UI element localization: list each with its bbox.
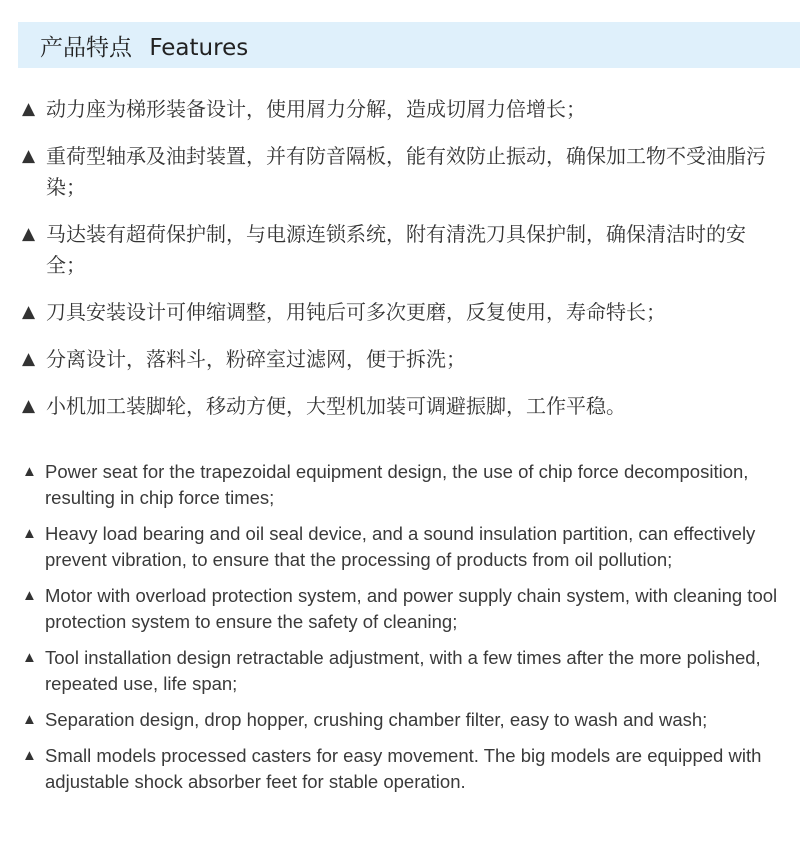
triangle-up-icon: ▲	[22, 146, 36, 166]
list-item: ▲ 分离设计，落料斗，粉碎室过滤网，便于拆洗；	[22, 344, 782, 375]
triangle-up-icon: ▲	[22, 711, 37, 728]
page-title	[40, 29, 248, 62]
triangle-up-icon: ▲	[22, 396, 36, 416]
triangle-up-icon: ▲	[22, 649, 37, 666]
triangle-up-icon: ▲	[22, 463, 37, 480]
title-chinese: 产品特点	[40, 34, 132, 61]
list-item: ▲ Tool installation design retractable adjustment, with a few times after the more polished, repeated use, life span;	[22, 647, 761, 694]
features-list-english	[22, 459, 792, 805]
list-item: ▲ 马达装有超荷保护制，与电源连锁系统，附有清洗刀具保护制，确保清洁时的安全；	[22, 219, 782, 281]
triangle-up-icon: ▲	[22, 349, 36, 369]
list-item: ▲ Power seat for the trapezoidal equipment design, the use of chip force decomposition, resulting in chip force times;	[22, 461, 749, 508]
triangle-up-icon: ▲	[22, 747, 37, 764]
triangle-up-icon: ▲	[22, 525, 37, 542]
features-header	[18, 22, 800, 68]
list-item: ▲ Heavy load bearing and oil seal device, and a sound insulation partition, can effectively prevent vibration, to ensure that the processing of products from oil pollution;	[22, 523, 756, 570]
list-item: ▲ Motor with overload protection system, and power supply chain system, with cleaning tool protection system to ensure the safety of cleaning;	[22, 585, 778, 632]
list-item: ▲ 小机加工装脚轮，移动方便，大型机加装可调避振脚，工作平稳。	[22, 391, 782, 422]
features-list-chinese	[22, 94, 782, 438]
triangle-up-icon: ▲	[22, 99, 36, 119]
list-item: ▲ 动力座为梯形装备设计，使用屑力分解，造成切屑力倍增长；	[22, 94, 782, 125]
triangle-up-icon: ▲	[22, 302, 36, 322]
triangle-up-icon: ▲	[22, 587, 37, 604]
triangle-up-icon: ▲	[22, 224, 36, 244]
list-item: ▲ Small models processed casters for easy movement. The big models are equipped with adjustable shock absorber feet for stable operation.	[22, 745, 762, 792]
list-item: ▲ Separation design, drop hopper, crushing chamber filter, easy to wash and wash;	[22, 707, 792, 733]
list-item: ▲ 刀具安装设计可伸缩调整，用钝后可多次更磨，反复使用，寿命特长；	[22, 297, 782, 328]
title-english: Features	[149, 34, 249, 61]
list-item: ▲ 重荷型轴承及油封装置，并有防音隔板，能有效防止振动，确保加工物不受油脂污染；	[22, 141, 782, 203]
